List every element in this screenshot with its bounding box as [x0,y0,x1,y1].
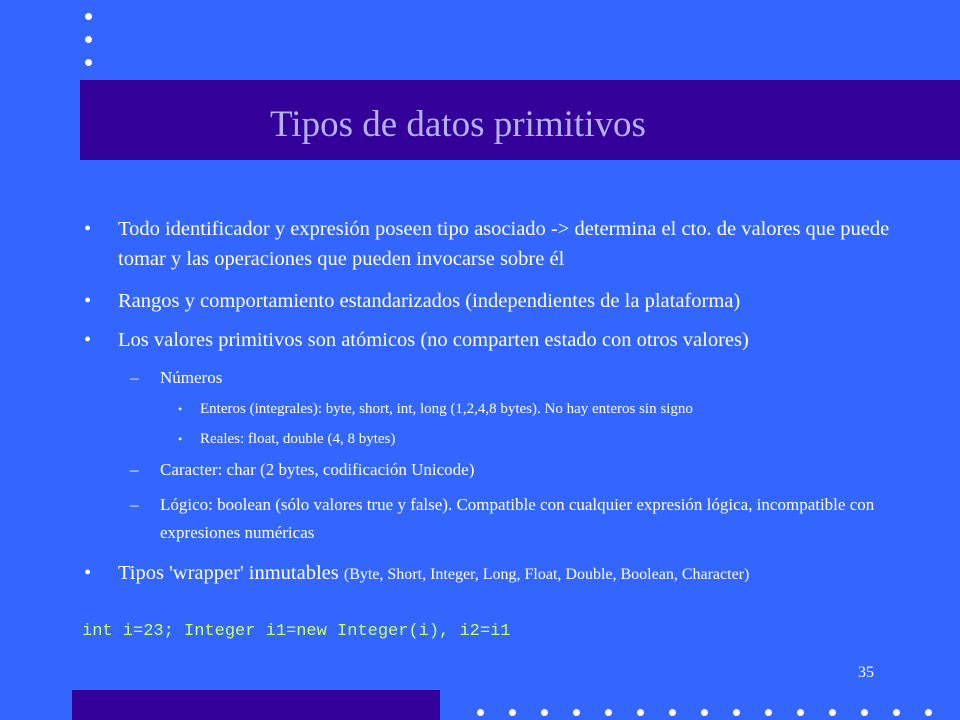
bullet-marker: • [84,562,92,584]
code-line: int i=23; Integer i1=new Integer(i), i2=i1 [82,622,511,641]
bullet-marker: • [84,218,92,240]
sub-bullet-caracter [130,456,930,484]
sub-bullet-marker: – [130,495,139,514]
decor-dot [85,59,92,66]
bullet-1 [84,214,938,274]
bullet-text-tail: (Byte, Short, Integer, Long, Float, Double, Boolean, Character) [343,566,750,583]
decor-dot [509,709,516,716]
decor-dot [477,709,484,716]
decor-dot [861,709,868,716]
sub-sub-bullet-text: Reales: float, double (4, 8 bytes) [200,431,396,447]
sub-bullet-text: Lógico: boolean (sólo valores true y false). Compatible con cualquier expresión lógica, incompatible con expresiones numéricas [160,495,875,542]
bullet-marker: • [84,329,92,351]
bullet-3 [84,325,938,355]
bullet-text: Rangos y comportamiento estandarizados (independientes de la plataforma) [118,290,741,312]
slide-title: Tipos de datos primitivos [270,104,646,145]
decor-dot [797,709,804,716]
decor-dot [733,709,740,716]
bullet-4 [84,558,938,590]
decor-dot [637,709,644,716]
decor-dot [541,709,548,716]
sub-bullet-marker: – [130,368,139,387]
decor-dot [605,709,612,716]
decor-dot [85,36,92,43]
sub-bullet-numeros [130,364,930,392]
decor-dot [701,709,708,716]
page-number: 35 [858,664,874,681]
sub-bullet-text: Caracter: char (2 bytes, codificación Unicode) [160,460,475,479]
bullet-text: Todo identificador y expresión poseen tipo asociado -> determina el cto. de valores que puede tomar y las operaciones que pueden invocarse sobre él [118,218,890,270]
decor-dot [85,13,92,20]
sub-sub-bullet-marker: • [178,402,183,416]
sub-sub-bullet-text: Enteros (integrales): byte, short, int, long (1,2,4,8 bytes). No hay enteros sin signo [200,401,693,417]
sub-sub-bullet-marker: • [178,432,183,446]
decor-dot [829,709,836,716]
sub-bullet-logico [130,491,930,547]
bullet-text: Los valores primitivos son atómicos (no comparten estado con otros valores) [118,329,749,351]
decor-dot [669,709,676,716]
bullet-marker: • [84,290,92,312]
decor-dot [925,709,932,716]
bullet-text-main: Tipos 'wrapper' inmutables [118,562,339,584]
bullet-2 [84,286,938,316]
decor-dot [893,709,900,716]
bottom-band [72,690,440,720]
sub-sub-bullet-enteros [178,398,920,420]
sub-bullet-marker: – [130,460,139,479]
sub-sub-bullet-reales [178,428,920,450]
decor-dot [573,709,580,716]
sub-bullet-text: Números [160,368,223,387]
decor-dot [765,709,772,716]
